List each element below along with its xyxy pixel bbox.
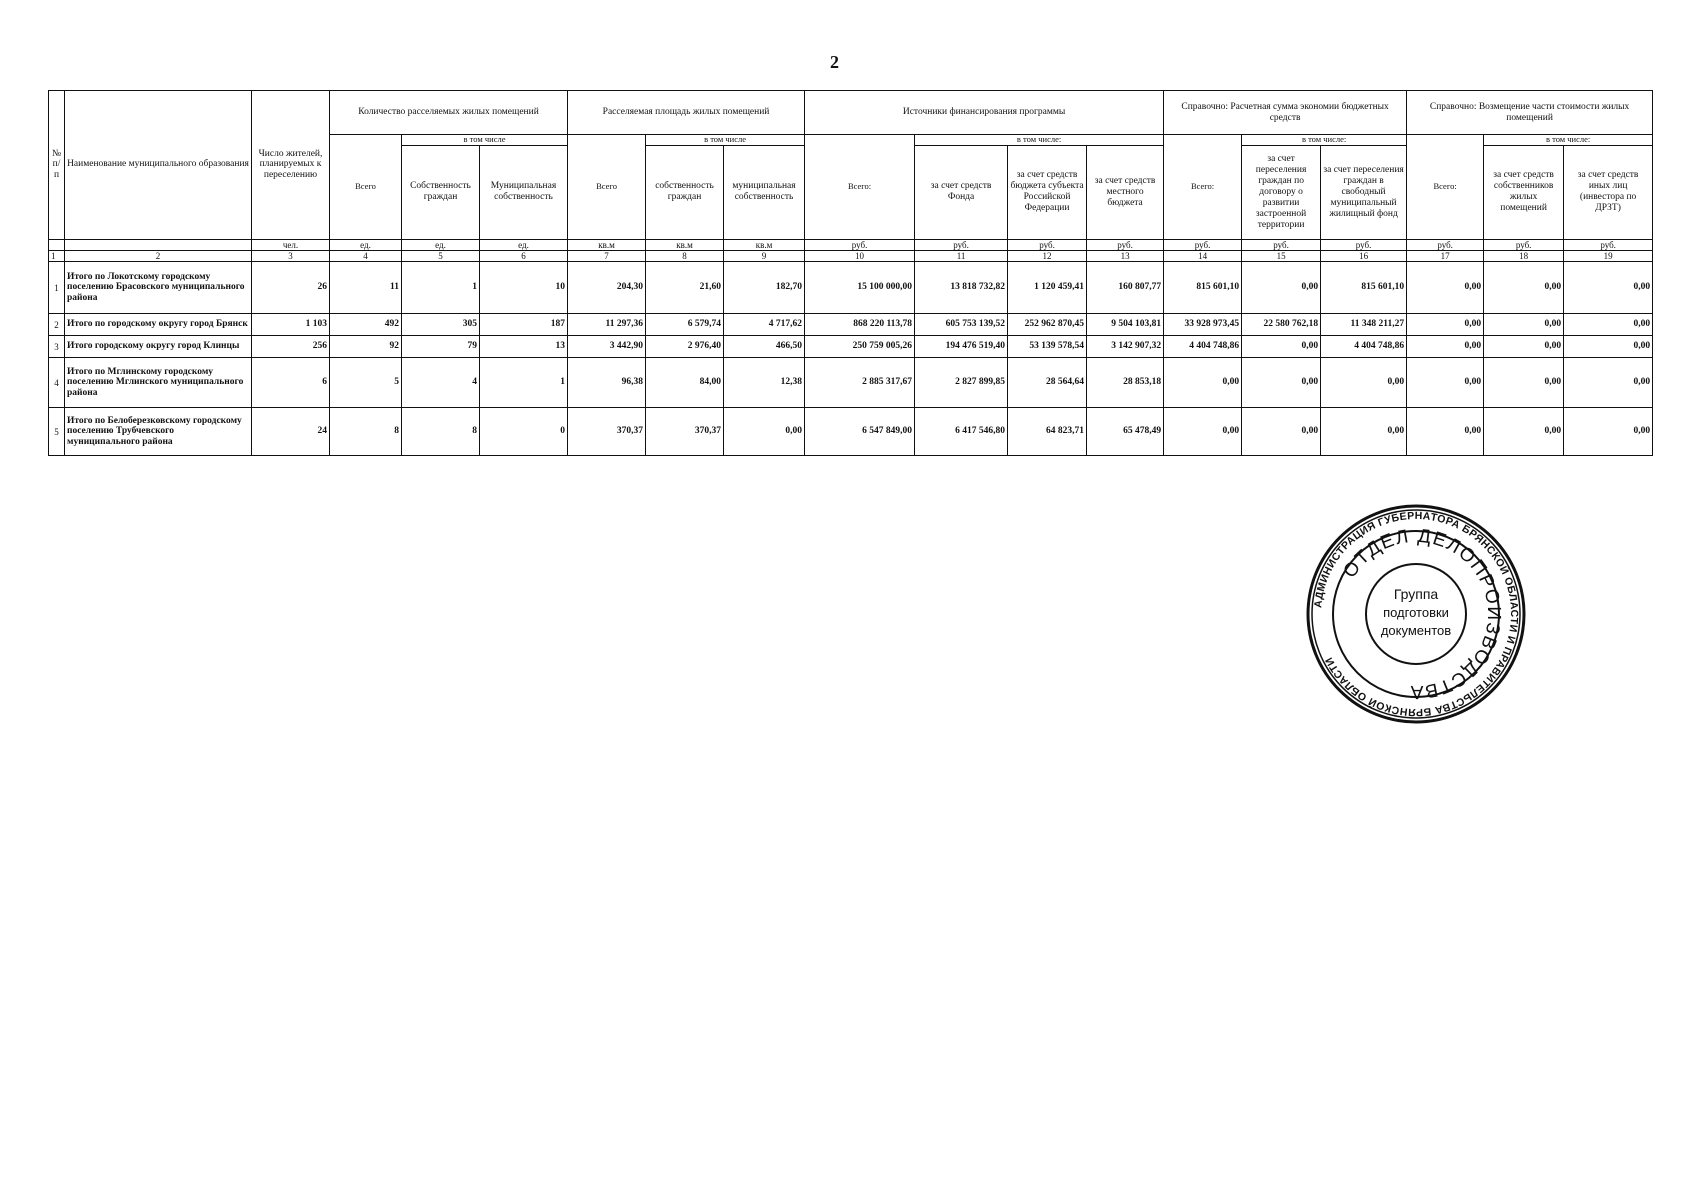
value-cell: 0,00 bbox=[1407, 408, 1484, 456]
index-cell: 12 bbox=[1008, 251, 1087, 262]
value-cell: 10 bbox=[480, 262, 568, 314]
value-cell: 0,00 bbox=[1407, 262, 1484, 314]
header-refund-incl: в том числе: bbox=[1484, 135, 1653, 146]
table-row bbox=[49, 336, 1653, 358]
department-stamp bbox=[1305, 503, 1527, 725]
stamp-inner-text: ОТДЕЛ ДЕЛОПРОИЗВОДСТВА bbox=[1339, 525, 1505, 703]
unit-cell bbox=[65, 239, 252, 250]
value-cell: 53 139 578,54 bbox=[1008, 336, 1087, 358]
value-cell: 6 bbox=[252, 358, 330, 408]
value-cell: 65 478,49 bbox=[1087, 408, 1164, 456]
value-cell: 0,00 bbox=[1484, 408, 1564, 456]
index-cell: 15 bbox=[1242, 251, 1321, 262]
value-cell: 24 bbox=[252, 408, 330, 456]
value-cell: 160 807,77 bbox=[1087, 262, 1164, 314]
value-cell: 84,00 bbox=[646, 358, 724, 408]
unit-cell: кв.м bbox=[568, 239, 646, 250]
value-cell: 305 bbox=[402, 314, 480, 336]
unit-cell: ед. bbox=[480, 239, 568, 250]
value-cell: 11 348 211,27 bbox=[1321, 314, 1407, 336]
header-area-municipal: муниципальная собственность bbox=[724, 145, 805, 239]
value-cell: 28 564,64 bbox=[1008, 358, 1087, 408]
value-cell: 0,00 bbox=[1321, 408, 1407, 456]
header-finance-total: Всего: bbox=[805, 135, 915, 240]
header-col-name: Наименование муниципального образования bbox=[65, 91, 252, 240]
stamp-center-line1: Группа bbox=[1393, 586, 1439, 602]
value-cell: 0,00 bbox=[1407, 336, 1484, 358]
value-cell: 187 bbox=[480, 314, 568, 336]
unit-cell: руб. bbox=[1087, 239, 1164, 250]
value-cell: 0,00 bbox=[1242, 336, 1321, 358]
value-cell: 0,00 bbox=[1164, 358, 1242, 408]
municipality-name: Итого по городскому округу город Брянск bbox=[65, 314, 252, 336]
value-cell: 0,00 bbox=[1407, 358, 1484, 408]
value-cell: 2 885 317,67 bbox=[805, 358, 915, 408]
page-number: 2 bbox=[830, 52, 839, 72]
value-cell: 605 753 139,52 bbox=[915, 314, 1008, 336]
unit-cell: руб. bbox=[805, 239, 915, 250]
value-cell: 15 100 000,00 bbox=[805, 262, 915, 314]
value-cell: 8 bbox=[330, 408, 402, 456]
index-cell: 18 bbox=[1484, 251, 1564, 262]
value-cell: 8 bbox=[402, 408, 480, 456]
value-cell: 12,38 bbox=[724, 358, 805, 408]
value-cell: 492 bbox=[330, 314, 402, 336]
value-cell: 0,00 bbox=[1321, 358, 1407, 408]
header-group-area: Расселяемая площадь жилых помещений bbox=[568, 91, 805, 135]
header-group-economy: Справочно: Расчетная сумма экономии бюджетных средств bbox=[1164, 91, 1407, 135]
value-cell: 21,60 bbox=[646, 262, 724, 314]
table-body bbox=[49, 262, 1653, 456]
value-cell: 3 442,90 bbox=[568, 336, 646, 358]
value-cell: 0,00 bbox=[1564, 262, 1653, 314]
index-cell: 9 bbox=[724, 251, 805, 262]
value-cell: 1 bbox=[402, 262, 480, 314]
row-number: 4 bbox=[49, 358, 65, 408]
header-finance-subject: за счет средств бюджета субъекта Российской Федерации bbox=[1008, 145, 1087, 239]
value-cell: 28 853,18 bbox=[1087, 358, 1164, 408]
column-index-row bbox=[49, 251, 1653, 262]
header-refund-others: за счет средств иных лиц (инвестора по ДРЗТ) bbox=[1564, 145, 1653, 239]
unit-cell: ед. bbox=[402, 239, 480, 250]
row-number: 1 bbox=[49, 262, 65, 314]
value-cell: 0,00 bbox=[1164, 408, 1242, 456]
stamp-outer-text: АДМИНИСТРАЦИЯ ГУБЕРНАТОРА БРЯНСКОЙ ОБЛАСТИ И ПРАВИТЕЛЬСТВА БРЯНСКОЙ ОБЛАСТИ bbox=[1312, 509, 1521, 719]
municipality-name: Итого по Мглинскому городскому поселению Мглинского муниципального района bbox=[65, 358, 252, 408]
value-cell: 0,00 bbox=[724, 408, 805, 456]
value-cell: 9 504 103,81 bbox=[1087, 314, 1164, 336]
program-table bbox=[48, 90, 1653, 456]
value-cell: 4 bbox=[402, 358, 480, 408]
units-row bbox=[49, 239, 1653, 250]
header-economy-total: Всего: bbox=[1164, 135, 1242, 240]
header-count-total: Всего bbox=[330, 135, 402, 240]
unit-cell: руб. bbox=[1242, 239, 1321, 250]
value-cell: 5 bbox=[330, 358, 402, 408]
value-cell: 1 bbox=[480, 358, 568, 408]
header-area-total: Всего bbox=[568, 135, 646, 240]
municipality-name: Итого городскому округу город Клинцы bbox=[65, 336, 252, 358]
header-count-private: Собственность граждан bbox=[402, 145, 480, 239]
unit-cell: руб. bbox=[1407, 239, 1484, 250]
value-cell: 0,00 bbox=[1564, 408, 1653, 456]
header-col-residents: Число жителей, планируемых к переселению bbox=[252, 91, 330, 240]
value-cell: 11 297,36 bbox=[568, 314, 646, 336]
value-cell: 33 928 973,45 bbox=[1164, 314, 1242, 336]
unit-cell: руб. bbox=[1564, 239, 1653, 250]
value-cell: 868 220 113,78 bbox=[805, 314, 915, 336]
index-cell: 16 bbox=[1321, 251, 1407, 262]
value-cell: 252 962 870,45 bbox=[1008, 314, 1087, 336]
header-area-incl: в том числе bbox=[646, 135, 805, 146]
value-cell: 466,50 bbox=[724, 336, 805, 358]
index-cell: 11 bbox=[915, 251, 1008, 262]
index-cell: 6 bbox=[480, 251, 568, 262]
value-cell: 0,00 bbox=[1484, 336, 1564, 358]
value-cell: 0 bbox=[480, 408, 568, 456]
unit-cell: кв.м bbox=[646, 239, 724, 250]
header-finance-local: за счет средств местного бюджета bbox=[1087, 145, 1164, 239]
value-cell: 4 404 748,86 bbox=[1321, 336, 1407, 358]
header-count-municipal: Муниципальная собственность bbox=[480, 145, 568, 239]
value-cell: 2 827 899,85 bbox=[915, 358, 1008, 408]
table-row bbox=[49, 408, 1653, 456]
value-cell: 13 bbox=[480, 336, 568, 358]
value-cell: 0,00 bbox=[1242, 262, 1321, 314]
header-col-no: № п/ п bbox=[49, 91, 65, 240]
index-cell: 13 bbox=[1087, 251, 1164, 262]
value-cell: 0,00 bbox=[1484, 314, 1564, 336]
index-cell: 10 bbox=[805, 251, 915, 262]
unit-cell bbox=[49, 239, 65, 250]
value-cell: 79 bbox=[402, 336, 480, 358]
index-cell: 1 bbox=[49, 251, 65, 262]
unit-cell: руб. bbox=[1321, 239, 1407, 250]
header-refund-total: Всего: bbox=[1407, 135, 1484, 240]
value-cell: 0,00 bbox=[1242, 358, 1321, 408]
row-number: 3 bbox=[49, 336, 65, 358]
header-economy-incl: в том числе: bbox=[1242, 135, 1407, 146]
table-row bbox=[49, 358, 1653, 408]
value-cell: 6 547 849,00 bbox=[805, 408, 915, 456]
value-cell: 13 818 732,82 bbox=[915, 262, 1008, 314]
value-cell: 0,00 bbox=[1407, 314, 1484, 336]
unit-cell: руб. bbox=[1164, 239, 1242, 250]
unit-cell: руб. bbox=[1484, 239, 1564, 250]
index-cell: 5 bbox=[402, 251, 480, 262]
header-finance-fund: за счет средств Фонда bbox=[915, 145, 1008, 239]
value-cell: 204,30 bbox=[568, 262, 646, 314]
value-cell: 4 717,62 bbox=[724, 314, 805, 336]
index-cell: 8 bbox=[646, 251, 724, 262]
header-area-private: собственность граждан bbox=[646, 145, 724, 239]
header-refund-owners: за счет средств собственников жилых помещений bbox=[1484, 145, 1564, 239]
value-cell: 64 823,71 bbox=[1008, 408, 1087, 456]
header-finance-incl: в том числе: bbox=[915, 135, 1164, 146]
header-count-incl: в том числе bbox=[402, 135, 568, 146]
index-cell: 14 bbox=[1164, 251, 1242, 262]
value-cell: 1 103 bbox=[252, 314, 330, 336]
table-row bbox=[49, 262, 1653, 314]
value-cell: 0,00 bbox=[1564, 336, 1653, 358]
value-cell: 1 120 459,41 bbox=[1008, 262, 1087, 314]
municipality-name: Итого по Локотскому городскому поселению Брасовского муниципального района bbox=[65, 262, 252, 314]
index-cell: 7 bbox=[568, 251, 646, 262]
value-cell: 92 bbox=[330, 336, 402, 358]
index-cell: 17 bbox=[1407, 251, 1484, 262]
value-cell: 22 580 762,18 bbox=[1242, 314, 1321, 336]
unit-cell: руб. bbox=[915, 239, 1008, 250]
value-cell: 250 759 005,26 bbox=[805, 336, 915, 358]
header-group-count: Количество расселяемых жилых помещений bbox=[330, 91, 568, 135]
unit-cell: чел. bbox=[252, 239, 330, 250]
value-cell: 2 976,40 bbox=[646, 336, 724, 358]
unit-cell: руб. bbox=[1008, 239, 1087, 250]
header-economy-free: за счет переселения граждан в свободный муниципальный жилищный фонд bbox=[1321, 145, 1407, 239]
header-group-refund: Справочно: Возмещение части стоимости жилых помещений bbox=[1407, 91, 1653, 135]
value-cell: 6 417 546,80 bbox=[915, 408, 1008, 456]
header-group-finance: Источники финансирования программы bbox=[805, 91, 1164, 135]
row-number: 2 bbox=[49, 314, 65, 336]
index-cell: 4 bbox=[330, 251, 402, 262]
value-cell: 0,00 bbox=[1242, 408, 1321, 456]
value-cell: 0,00 bbox=[1564, 358, 1653, 408]
value-cell: 370,37 bbox=[568, 408, 646, 456]
value-cell: 256 bbox=[252, 336, 330, 358]
value-cell: 182,70 bbox=[724, 262, 805, 314]
unit-cell: ед. bbox=[330, 239, 402, 250]
value-cell: 815 601,10 bbox=[1321, 262, 1407, 314]
value-cell: 4 404 748,86 bbox=[1164, 336, 1242, 358]
index-cell: 19 bbox=[1564, 251, 1653, 262]
index-cell: 3 bbox=[252, 251, 330, 262]
value-cell: 0,00 bbox=[1484, 262, 1564, 314]
value-cell: 96,38 bbox=[568, 358, 646, 408]
value-cell: 26 bbox=[252, 262, 330, 314]
stamp-center-line2: подготовки bbox=[1383, 605, 1449, 620]
header-economy-contract: за счет переселения граждан по договору о развитии застроенной территории bbox=[1242, 145, 1321, 239]
unit-cell: кв.м bbox=[724, 239, 805, 250]
table-row bbox=[49, 314, 1653, 336]
value-cell: 3 142 907,32 bbox=[1087, 336, 1164, 358]
value-cell: 11 bbox=[330, 262, 402, 314]
value-cell: 370,37 bbox=[646, 408, 724, 456]
stamp-center-line3: документов bbox=[1380, 623, 1452, 638]
value-cell: 6 579,74 bbox=[646, 314, 724, 336]
municipality-name: Итого по Белоберезковскому городскому поселению Трубчевского муниципального района bbox=[65, 408, 252, 456]
value-cell: 194 476 519,40 bbox=[915, 336, 1008, 358]
index-cell: 2 bbox=[65, 251, 252, 262]
value-cell: 0,00 bbox=[1564, 314, 1653, 336]
value-cell: 815 601,10 bbox=[1164, 262, 1242, 314]
value-cell: 0,00 bbox=[1484, 358, 1564, 408]
row-number: 5 bbox=[49, 408, 65, 456]
